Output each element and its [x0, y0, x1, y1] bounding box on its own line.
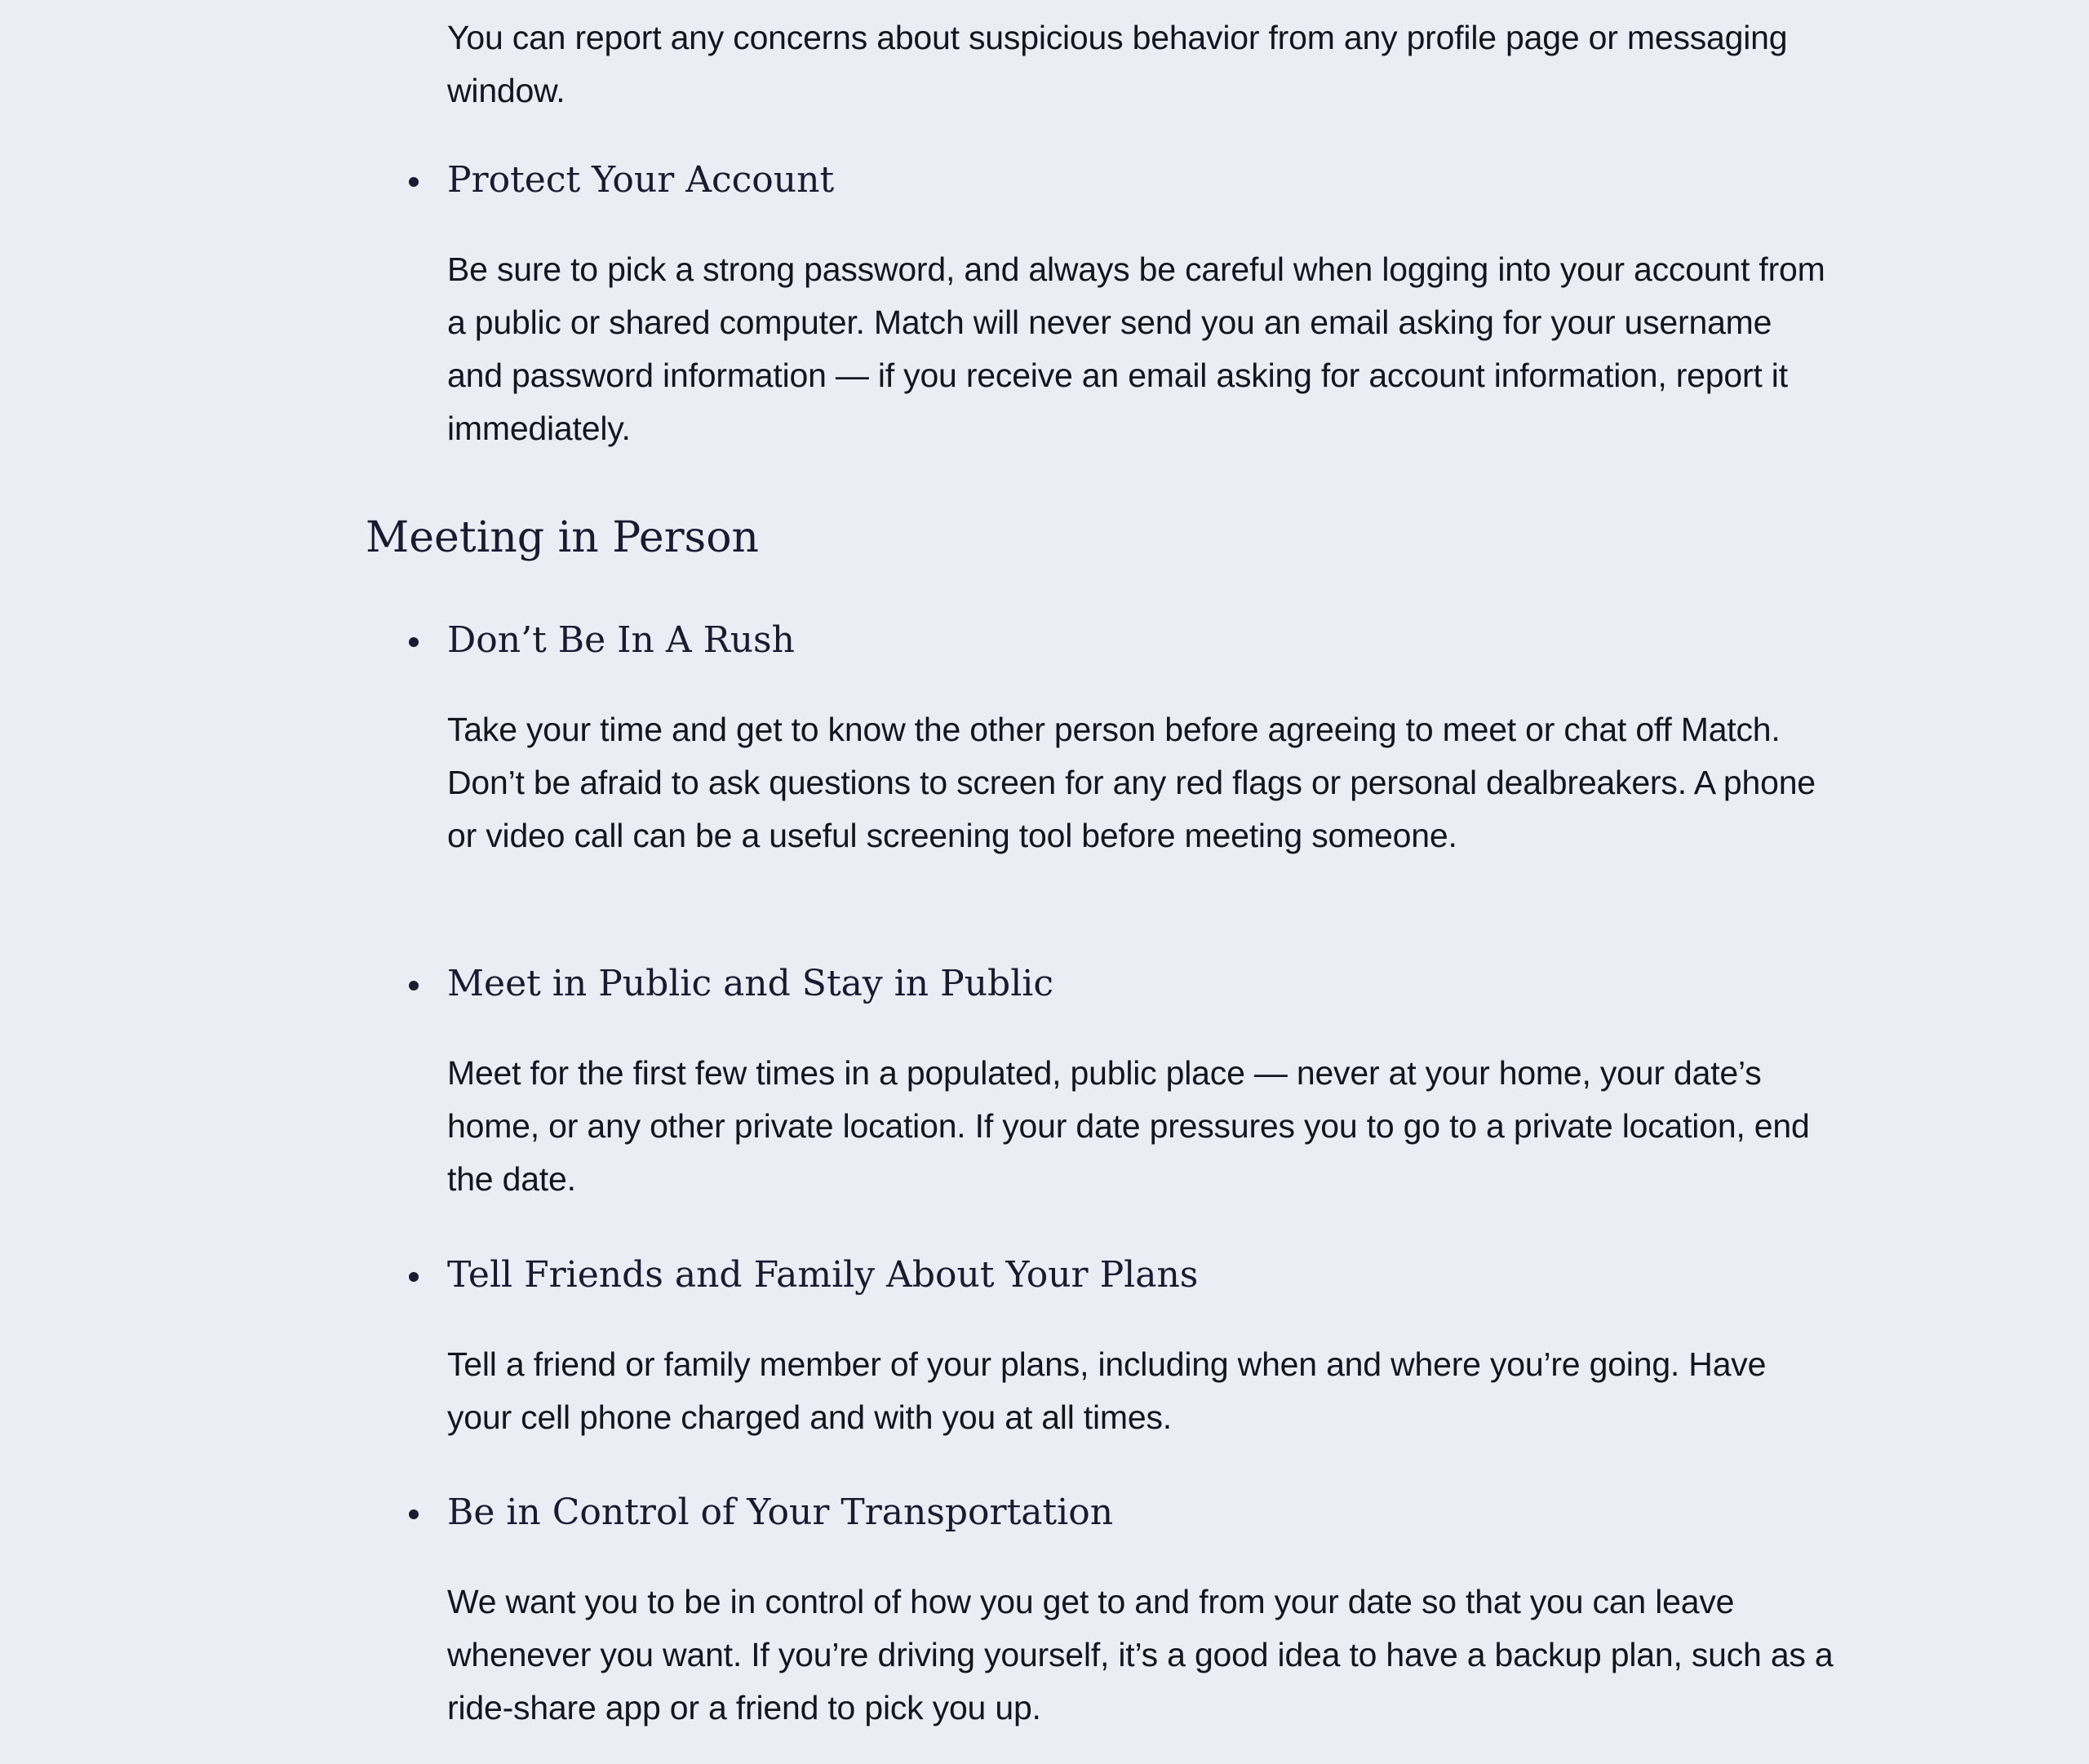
- tip-title: Don’t Be In A Rush: [447, 619, 795, 661]
- bullet-icon: [409, 1272, 419, 1282]
- tip-body: Tell a friend or family member of your plans, including when and where you’re going. Have your cell phone charged and with you at all times.: [447, 1345, 1767, 1436]
- bullet-icon: [409, 1509, 419, 1519]
- tip-meet-in-public: [447, 955, 1834, 1206]
- tip-control-transportation: [447, 1484, 1834, 1735]
- tip-body: Take your time and get to know the other person before agreeing to meet or chat off Match. Don’t be afraid to ask questions to screen for any red flags or personal dealbreakers. A phone or video call can be a useful screening tool before meeting someone.: [447, 711, 1816, 854]
- tip-title: Protect Your Account: [447, 159, 835, 201]
- tip-body: Be sure to pick a strong password, and always be careful when logging into your account from a public or shared computer. Match will never send you an email asking for your username and password information — if you receive an email asking for account information, report it immediately.: [447, 250, 1825, 447]
- tip-body: Meet for the first few times in a populated, public place — never at your home, your date’s home, or any other private location. If your date pressures you to go to a private location, end the date.: [447, 1054, 1810, 1198]
- tip-title: Meet in Public and Stay in Public: [447, 963, 1053, 1004]
- tip-tell-friends-and-family: [447, 1247, 1834, 1444]
- report-concerns-paragraph: You can report any concerns about suspicious behavior from any profile page or messaging window.: [447, 19, 1788, 109]
- tip-dont-be-in-a-rush: [447, 612, 1834, 862]
- section-heading-meeting-in-person: Meeting in Person: [366, 513, 760, 562]
- tip-protect-your-account: [447, 152, 1834, 455]
- bullet-icon: [409, 981, 419, 991]
- tip-body: We want you to be in control of how you get to and from your date so that you can leave whenever you want. If you’re driving yourself, it’s a good idea to have a backup plan, such as a ride-share app or a friend to pick you up.: [447, 1583, 1834, 1726]
- bullet-icon: [409, 177, 419, 187]
- tip-title: Tell Friends and Family About Your Plans: [447, 1254, 1199, 1296]
- tip-title: Be in Control of Your Transportation: [447, 1491, 1114, 1533]
- bullet-icon: [409, 637, 419, 647]
